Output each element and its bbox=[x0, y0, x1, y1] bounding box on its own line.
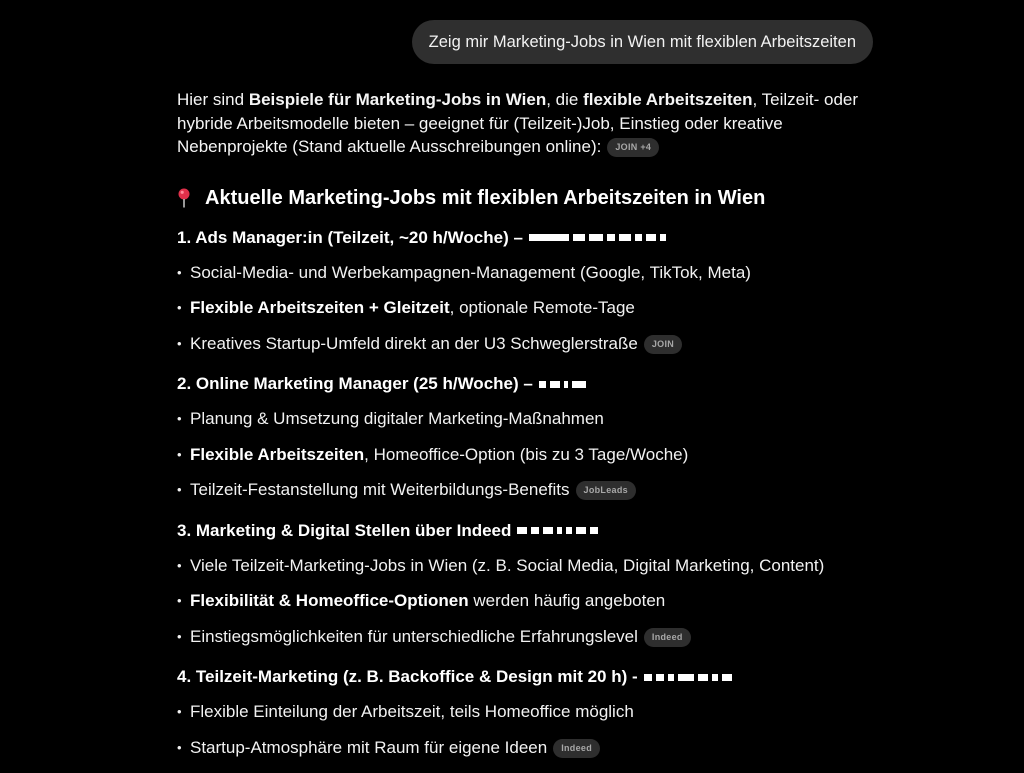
bullet-text: Planung & Umsetzung digitaler Marketing-Maßnahmen bbox=[190, 409, 604, 428]
job-title bbox=[177, 372, 877, 396]
job-bullet bbox=[177, 619, 877, 655]
intro-bold-1: Beispiele für Marketing-Jobs in Wien bbox=[248, 90, 547, 109]
bullet-text: , Homeoffice-Option (bis zu 3 Tage/Woche) bbox=[364, 444, 689, 464]
intro-text-3: , Teilzeit- oder hybride Arbeitsmodelle bieten – geeignet für (Teilzeit-)Job, Einstieg oder kreative Nebenprojekte (Stand aktuelle Ausschreibungen online): bbox=[177, 90, 859, 156]
job-listing bbox=[177, 519, 877, 655]
bullet-text: , optionale Remote-Tage bbox=[449, 298, 635, 317]
job-bullet bbox=[177, 437, 877, 473]
pin-icon bbox=[177, 188, 191, 208]
job-bullets bbox=[177, 255, 877, 362]
assistant-response bbox=[177, 88, 877, 765]
source-chip[interactable]: Indeed bbox=[644, 628, 691, 647]
job-title-text: 1. Ads Manager:in (Teilzeit, ~20 h/Woche) – bbox=[177, 227, 523, 247]
job-title-text: 4. Teilzeit-Marketing (z. B. Backoffice & Design mit 20 h) - bbox=[177, 667, 638, 686]
bullet-text: Teilzeit-Festanstellung mit Weiterbildungs-Benefits bbox=[190, 480, 570, 499]
redacted-company-name bbox=[517, 527, 598, 534]
bullet-bold-text: Flexible Arbeitszeiten bbox=[190, 444, 365, 464]
job-bullet bbox=[177, 290, 877, 326]
bullet-bold-text: Flexible Arbeitszeiten + Gleitzeit bbox=[190, 298, 450, 317]
intro-text-1: Hier sind bbox=[177, 90, 249, 109]
job-list bbox=[177, 226, 877, 766]
job-title bbox=[177, 226, 877, 250]
intro-paragraph bbox=[177, 88, 877, 159]
bullet-text: Einstiegsmöglichkeiten für unterschiedliche Erfahrungslevel bbox=[190, 626, 638, 646]
user-message-bubble bbox=[412, 20, 873, 64]
source-chip[interactable]: Indeed bbox=[553, 739, 600, 758]
bullet-text: Social-Media- und Werbekampagnen-Management (Google, TikTok, Meta) bbox=[190, 262, 751, 282]
job-title-text: 3. Marketing & Digital Stellen über Indeed bbox=[177, 520, 512, 540]
job-bullet bbox=[177, 401, 877, 437]
job-bullet bbox=[177, 548, 877, 584]
intro-bold-2: flexible Arbeitszeiten bbox=[583, 90, 753, 109]
user-message-text: Zeig mir Marketing-Jobs in Wien mit flexiblen Arbeitszeiten bbox=[428, 32, 856, 51]
job-title-text: 2. Online Marketing Manager (25 h/Woche) – bbox=[177, 374, 533, 393]
redacted-company-name bbox=[529, 234, 666, 241]
job-bullets bbox=[177, 694, 877, 765]
job-bullets bbox=[177, 548, 877, 655]
job-bullet bbox=[177, 326, 877, 362]
intro-text-2: , die bbox=[546, 90, 584, 109]
job-title bbox=[177, 665, 877, 689]
section-title: Aktuelle Marketing-Jobs mit flexiblen Arbeitszeiten in Wien bbox=[205, 186, 766, 209]
bullet-text: Flexible Einteilung der Arbeitszeit, teils Homeoffice möglich bbox=[190, 702, 634, 721]
redacted-company-name bbox=[539, 381, 586, 388]
job-bullet bbox=[177, 694, 877, 730]
source-chip[interactable]: JOIN +4 bbox=[607, 138, 659, 157]
job-listing bbox=[177, 226, 877, 362]
job-bullet bbox=[177, 730, 877, 766]
job-bullet bbox=[177, 472, 877, 508]
source-chip[interactable]: JobLeads bbox=[576, 481, 636, 500]
bullet-text: Kreatives Startup-Umfeld direkt an der U3 Schweglerstraße bbox=[190, 333, 638, 353]
bullet-text: Startup-Atmosphäre mit Raum für eigene Ideen bbox=[190, 737, 548, 757]
bullet-text: werden häufig angeboten bbox=[468, 591, 666, 610]
job-title bbox=[177, 519, 877, 543]
job-bullets bbox=[177, 401, 877, 508]
section-heading bbox=[177, 184, 877, 212]
job-bullet bbox=[177, 255, 877, 291]
job-bullet bbox=[177, 583, 877, 619]
bullet-bold-text: Flexibilität & Homeoffice-Optionen bbox=[190, 591, 469, 610]
job-listing bbox=[177, 372, 877, 508]
bullet-text: Viele Teilzeit-Marketing-Jobs in Wien (z. B. Social Media, Digital Marketing, Content) bbox=[190, 555, 825, 575]
job-listing bbox=[177, 665, 877, 765]
redacted-company-name bbox=[644, 674, 732, 681]
source-chip[interactable]: JOIN bbox=[644, 335, 682, 354]
